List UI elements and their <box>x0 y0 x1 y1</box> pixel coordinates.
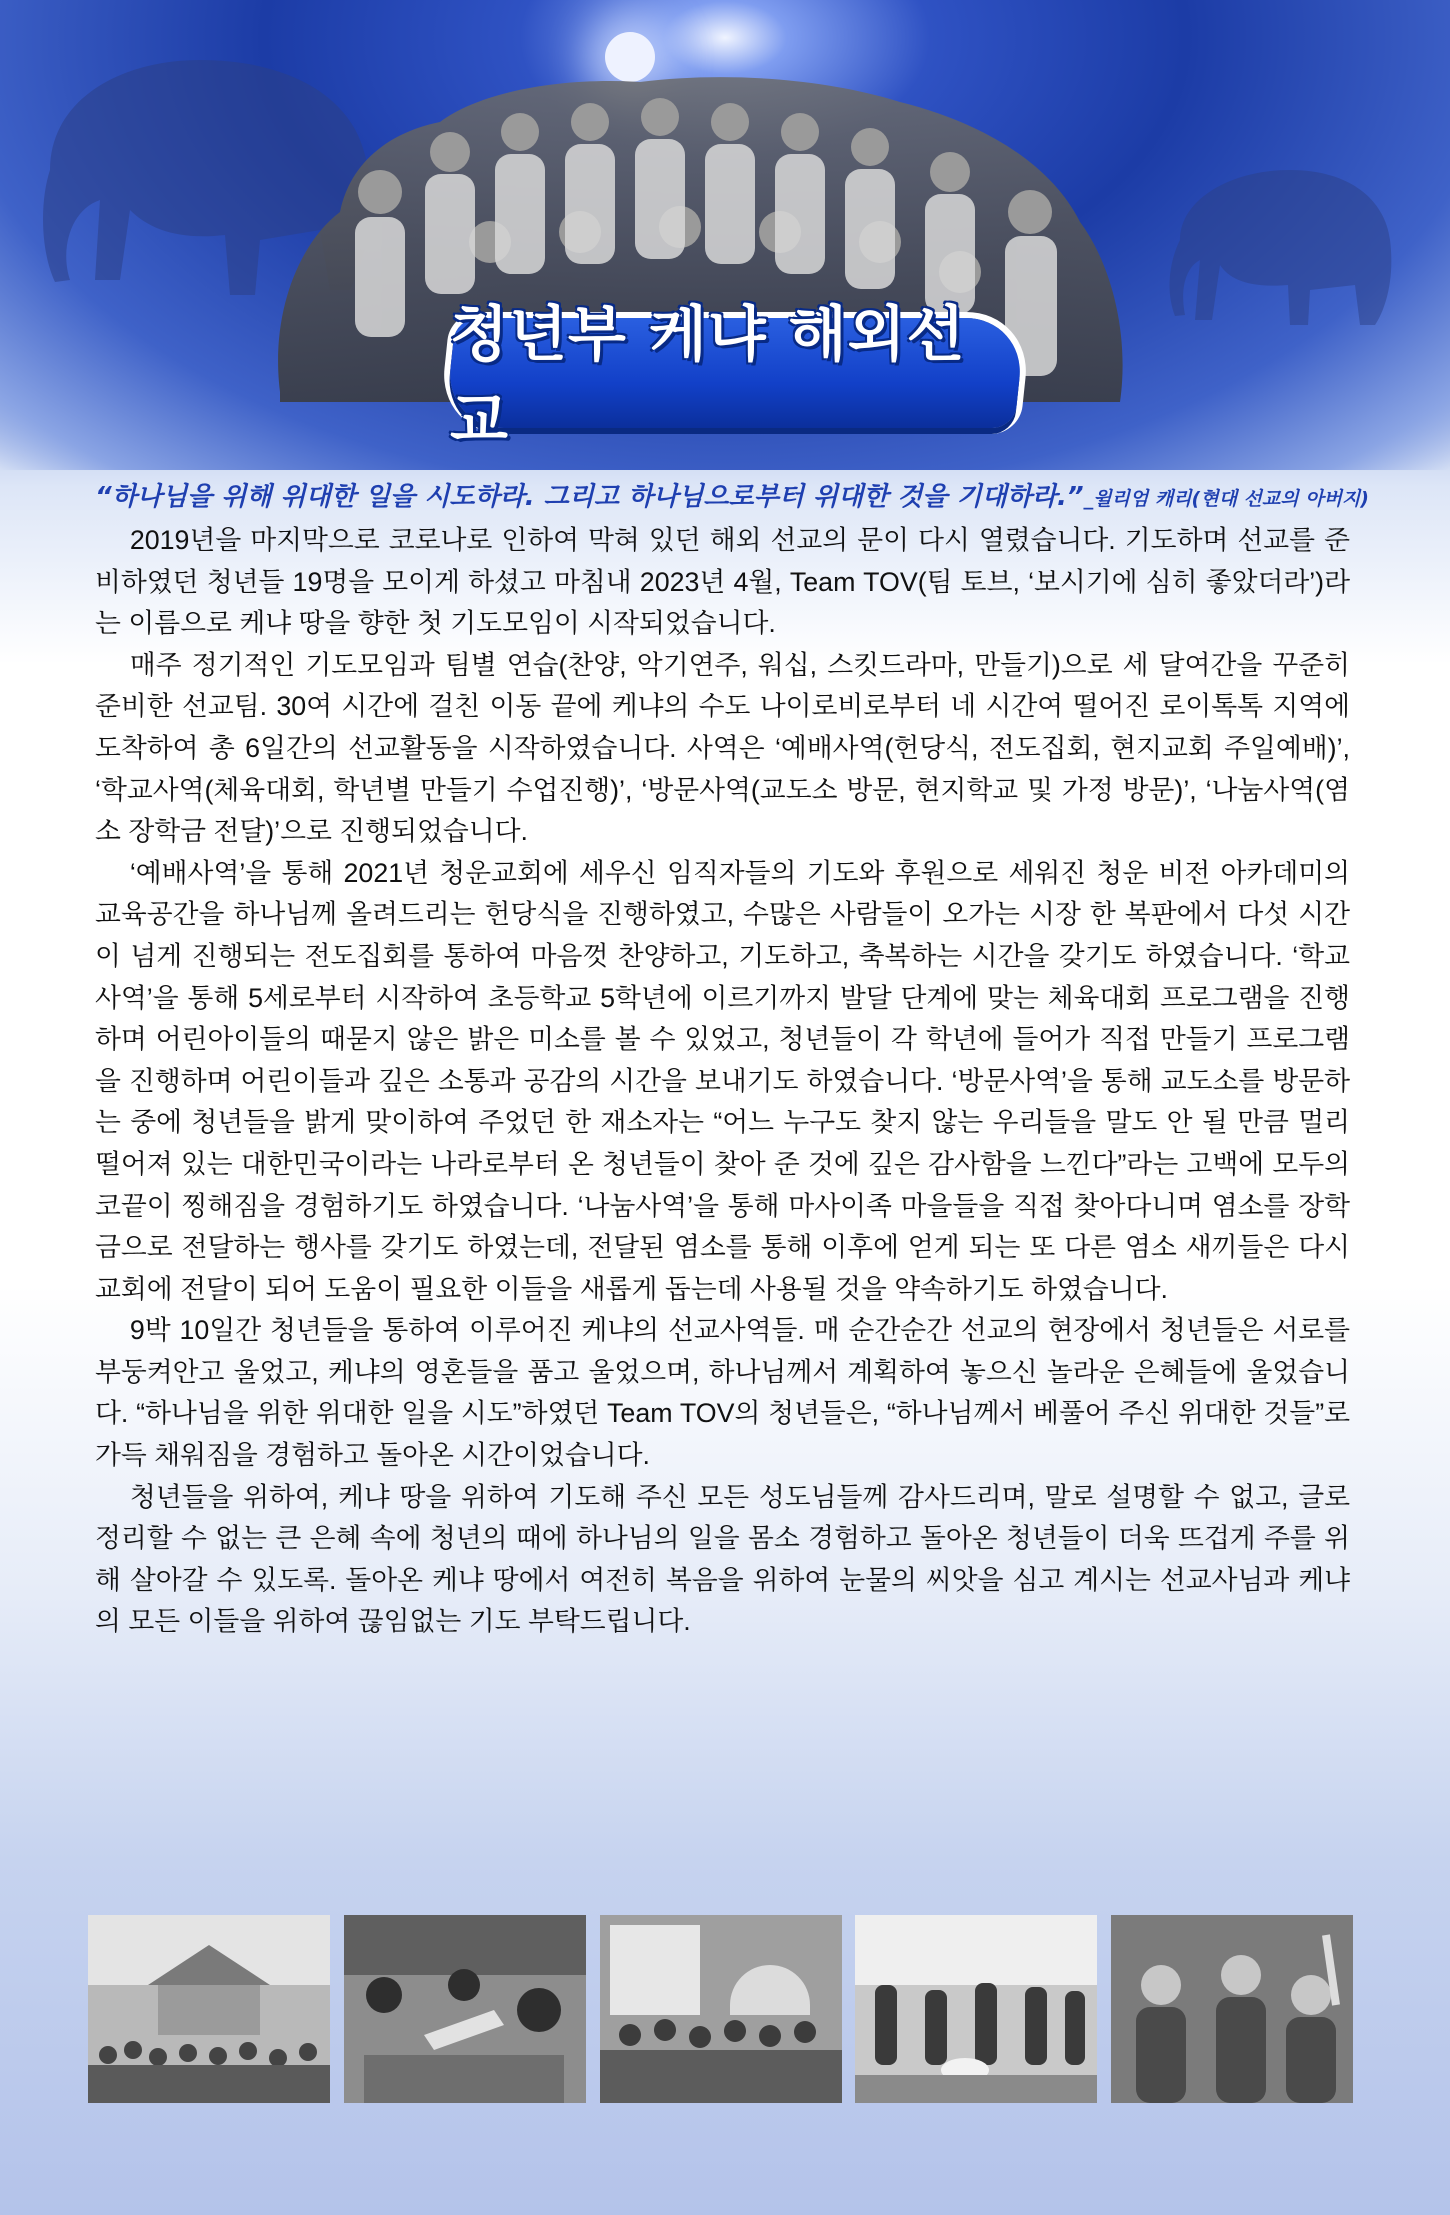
photo-church-dedication <box>88 1915 330 2103</box>
page-title: 청년부 케냐 해외선교 <box>450 300 966 456</box>
quote-attribution: _윌리엄 캐리(현대 선교의 아버지) <box>1083 488 1369 510</box>
paragraph: 9박 10일간 청년들을 통하여 이루어진 케냐의 선교사역들. 매 순간순간 선교의 현장에서 청년들은 서로를 부둥켜안고 울었고, 케냐의 영혼들을 품고 울었으며, 하나님께서 계획하여 놓으신 놀라운 은혜들에 울었습니다. “하나님을 위한 위대한 일을 시도”하였던 Team TOV의 청년들은, “하나님께서 베풀어 주신 위대한 것들”로 가득 채워짐을 경험하고 돌아온 시간이었습니다. <box>95 1315 1350 1471</box>
quote-text: “하나님을 위해 위대한 일을 시도하라. 그리고 하나님으로부터 위대한 것을 기대하라.” <box>95 482 1084 512</box>
photo-worship <box>1111 1915 1353 2103</box>
hero-header <box>0 0 1450 470</box>
paragraph: 매주 정기적인 기도모임과 팀별 연습(찬양, 악기연주, 워십, 스킷드라마, 만들기)으로 세 달여간을 꾸준히 준비한 선교팀. 30여 시간에 걸친 이동 끝에 케냐의 수도 나이로비로부터 네 시간여 떨어진 로이톡톡 지역에 도착하여 총 6일간의 선교활동을 시작하였습니다. 사역은 ‘예배사역(헌당식, 전도집회, 현지교회 주일예배)’, ‘학교사역(체육대회, 학년별 만들기 수업진행)’, ‘방문사역(교도소 방문, 현지학교 및 가정 방문)’, ‘나눔사역(염소 장학금 전달)’으로 진행되었습니다. <box>95 649 1350 847</box>
paragraph: ‘예배사역’을 통해 2021년 청운교회에 세우신 임직자들의 기도와 후원으로 세워진 청운 비전 아카데미의 교육공간을 하나님께 올려드리는 헌당식을 진행하였고, 수많은 사람들이 오가는 시장 한 복판에서 다섯 시간이 넘게 진행되는 전도집회를 통하여 마음껏 찬양하고, 기도하고, 축복하는 시간을 갖기도 하였습니다. ‘학교사역’을 통해 5세로부터 시작하여 초등학교 5학년에 이르기까지 발달 단계에 맞는 체육대회 프로그램을 진행하며 어린아이들의 때묻지 않은 밝은 미소를 볼 수 있었고, 청년들이 각 학년에 들어가 직접 만들기 프로그램을 진행하며 어린이들과 깊은 소통과 공감의 시간을 보내기도 하였습니다. ‘방문사역’을 통해 교도소를 방문하는 중에 청년들을 밝게 맞이하여 주었던 한 재소자는 “어느 누구도 찾지 않는 우리들을 말도 안 될 만큼 멀리 떨어져 있는 대한민국이라는 나라로부터 온 청년들이 찾아 준 것에 깊은 감사함을 느낀다”라는 고백에 모두의 코끝이 찡해짐을 경험하기도 하였습니다. ‘나눔사역’을 통해 마사이족 마을들을 직접 찾아다니며 염소를 장학금으로 전달하는 행사를 갖기도 하였는데, 전달된 염소를 통해 이후에 얻게 되는 또 다른 염소 새끼들은 다시 교회에 전달이 되어 도움이 필요한 이들을 새롭게 돕는데 사용될 것을 약속하기도 하였습니다. <box>95 857 1350 1304</box>
title-banner <box>444 300 1026 456</box>
photo-craft-class <box>344 1915 586 2103</box>
article-body <box>95 520 1350 1643</box>
photo-goat-donation <box>855 1915 1097 2103</box>
paragraph: 청년들을 위하여, 케냐 땅을 위하여 기도해 주신 모든 성도님들께 감사드리며, 말로 설명할 수 없고, 글로 정리할 수 없는 큰 은혜 속에 청년의 때에 하나님의 일을 몸소 경험하고 돌아온 청년들이 더욱 뜨겁게 주를 위해 살아갈 수 있도록. 돌아온 케냐 땅에서 여전히 복음을 위하여 눈물의 씨앗을 심고 계시는 선교사님과 케냐의 모든 이들을 위하여 끊임없는 기도 부탁드립니다. <box>95 1481 1350 1637</box>
photo-strip <box>88 1915 1353 2103</box>
paragraph: 2019년을 마지막으로 코로나로 인하여 막혀 있던 해외 선교의 문이 다시 열렸습니다. 기도하며 선교를 준비하였던 청년들 19명을 모이게 하셨고 마침내 2023년 4월, Team TOV(팀 토브, ‘보시기에 심히 좋았더라’)라는 이름으로 케냐 땅을 향한 첫 기도모임이 시작되었습니다. <box>95 525 1350 639</box>
elephant-silhouette-right <box>1150 150 1410 330</box>
epigraph <box>95 476 1369 513</box>
photo-outdoor-gathering <box>600 1915 842 2103</box>
